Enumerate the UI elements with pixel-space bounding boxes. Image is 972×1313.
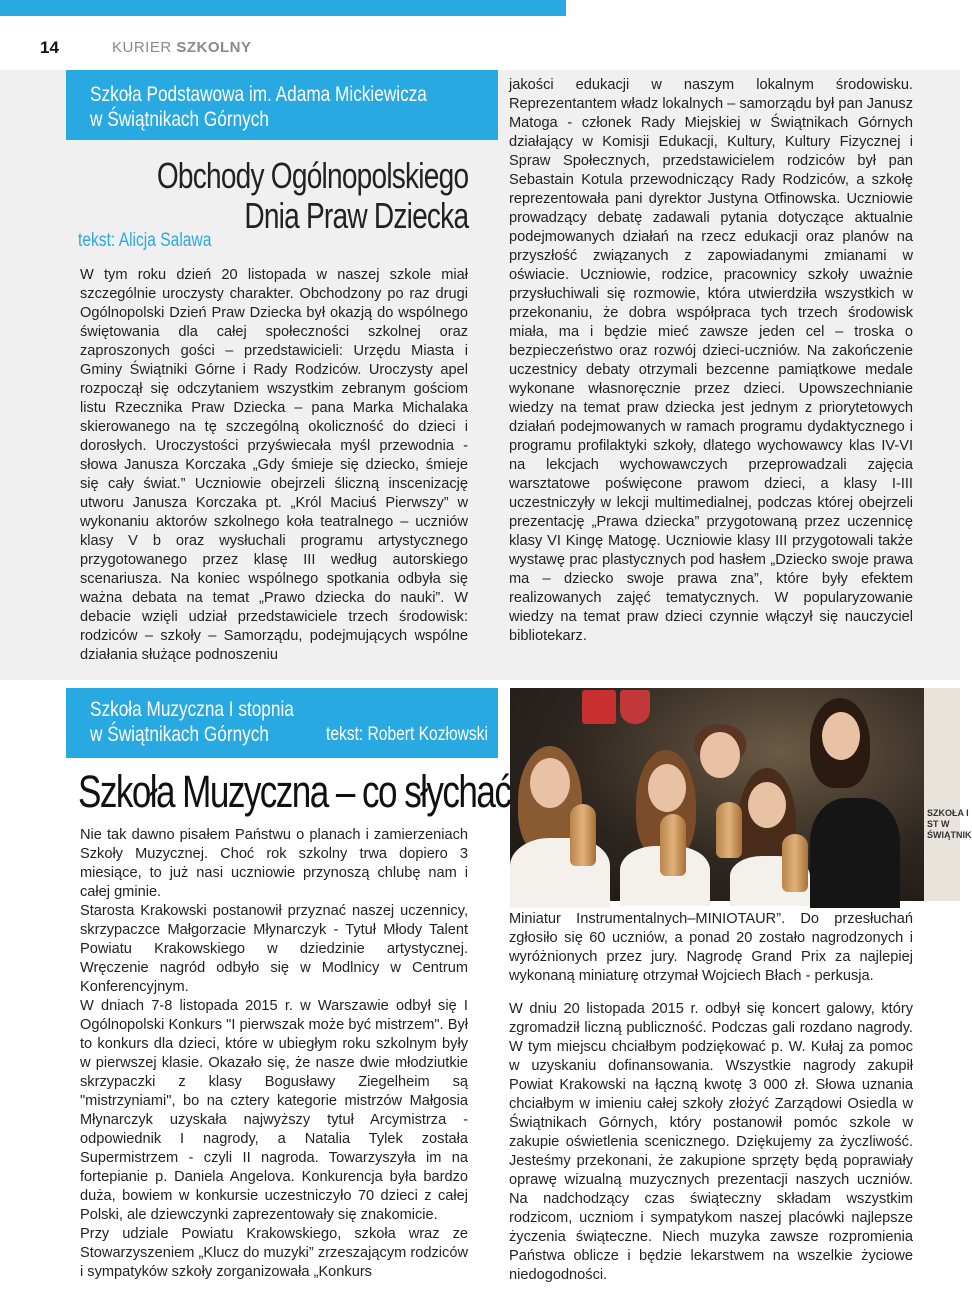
article2-paragraph: W dniach 7-8 listopada 2015 r. w Warszawie odbył się I Ogólnopolski Konkurs "I pierwszak może być mistrzem". Był to konkurs dla dzieci, które w ubiegłym roku szkolnym były w pierwszej klasie. Okazało się, że nasze dwie młodziutkie skrzypaczki z klasy Bogusławy Ziegelheim są "mistrzyniami", bo na cztery kategorie mistrzów Małgosia Młynarczyk uzyskała najwyższy tytuł Arcymistrza - odpowiednik I nagrody, a Natalia Tylek została Supermistrzem - czyli II nagroda. Towarzyszyła im na fortepianie p. Daniela Angelova. Konkurencja była bardzo duża, bowiem w konkursie uczestniczyło 70 dzieci z całej Polski, ale dziewczynki zaprezentowały się znakomicie. <box>80 998 468 1223</box>
shirt <box>810 798 900 908</box>
award-photo <box>510 688 972 901</box>
article2-author: tekst: Robert Kozłowski <box>326 724 488 745</box>
masthead-bold: SZKOLNY <box>176 39 252 56</box>
face <box>648 764 686 812</box>
coat-of-arms-icon <box>582 690 616 724</box>
article2-paragraph: Miniatur Instrumentalnych–MINIOTAUR”. Do przesłuchań zgłosiło się 60 uczniów, a ponad 20 zostało nagrodzonych i wyróżnionych przez jury. Nagrodę Grand Prix za najlepiej wykonaną miniaturę otrzymał Wojciech Błach - perkusja. <box>509 911 913 984</box>
article1-author: tekst: Alicja Salawa <box>78 230 212 251</box>
trophy-icon <box>570 804 596 866</box>
page-number: 14 <box>40 38 59 57</box>
face <box>822 712 860 760</box>
article1-title-line1: Obchody Ogólnopolskiego <box>156 155 468 196</box>
school-banner <box>924 688 972 901</box>
article1-column1: W tym roku dzień 20 listopada w naszej szkole miał szczególnie uroczysty charakter. Obchodzony po raz drugi Ogólnopolski Dzień Praw Dziecka był okazją do wspólnego świętowania dla całej społeczności szkolnej oraz zaproszonych gości – przedstawicieli: Urzędu Miasta i Gminy Świątniki Górne i Rady Rodziców. Uroczysty apel rozpoczął się odczytaniem wszystkim zebranym gościom listu Rzecznika Praw Dziecka – pana Marka Michalaka skierowanego na tę szczególną okoliczność do dzieci i dorosłych. Uroczystości przyświecała myśl przewodnia - słowa Janusza Korczaka „Gdy śmieje się dziecko, śmieje się cały świat.” Uczniowie obejrzeli śliczną inscenizację utworu Janusza Korczaka pt. „Król Maciuś Pierwszy” w wykonaniu aktorów szkolnego koła teatralnego – uczniów klasy V b oraz wysłuchali programu artystycznego przygotowanego przez klasę III według autorskiego scenariusza. Na koniec wspólnego spotkania odbyła się ważna debata na temat „Prawo dziecka do nauki”. W debacie wzięli udział przedstawiciele trzech środowisk: rodziców – szkoły – Samorządu, podejmujących wspólne działania służące podnoszeniu <box>80 267 468 663</box>
article2-paragraph: Nie tak dawno pisałem Państwu o planach i zamierzeniach Szkoły Muzycznej. Choć rok szkolny trwa dopiero 3 miesiące, to już nasi uczniowie przynoszą chlubę nam i całej gminie. <box>80 827 468 900</box>
trophy-icon <box>782 834 808 892</box>
article1-column2: jakości edukacji w naszym lokalnym środowisku. Reprezentantem władz lokalnych – samorządu był pan Janusz Matoga - członek Rady Miejskiej w Świątnikach Górnych działający w Komisji Edukacji, Kultury, Kultury Fizycznej i Spraw Społecznych, przedstawicielem rodziców był pan Sebastain Kotula przewodniczący Rady Rodziców, a szkołę reprezentowała pani dyrektor Justyna Otfinowska. Uczniowie prowadzący debatę zadawali pytania dotyczące aktualnie podejmowanych działań na rzecz edukacji oraz planów na przyszłość związanych z zapowiadanymi zmianami w oświacie. Uczniowie, rodzice, pracownicy szkoły uważnie przysłuchiwali się rozmowie, która utwierdziła wszystkich w przekonaniu, że dobra współpraca tych trzech środowisk miała, ma i będzie mieć zawsze jeden cel – troska o bezpieczeństwo oraz rozwój dzieci-uczniów. Na zakończenie uczestnicy debaty otrzymali bezcenne pamiątkowe medale wykonane własnoręcznie przez dzieci. Upowszechnianie wiedzy na temat praw dziecka jest jednym z priorytetowych działań podejmowanych w ramach programu dydaktycznego i programu profilaktyki szkoły, dlatego wychowawcy klas IV-VI na lekcjach wychowawczych przeprowadzali zajęcia warsztatowe poświęcone prawom dzieci, a klasy I-III uczestniczyły w lekcji multimedialnej, podczas której obejrzeli prezentację „Prawa dziecka” przygotowaną przez uczennicę klasy VI Kingę Matogę. Uczniowie klasy III przygotowali także wystawę prac plastycznych pod hasłem „Dziecko swoje prawa ma – dziecko swoje prawa zna”, które były efektem realizowanych zajęć tematycznych. W popularyzowanie wiedzy na temat praw dzieci czynnie włączył się nauczyciel bibliotekarz. <box>509 77 913 644</box>
banner-text: SZKOŁA I ST W ŚWIĄTNIK <box>927 808 972 840</box>
article1-title <box>157 156 468 236</box>
article2-title: Szkoła Muzyczna – co słychać <box>78 766 511 817</box>
article1-school-line2: w Świątnikach Górnych <box>90 108 269 131</box>
masthead <box>112 39 252 56</box>
shield-icon <box>620 690 650 724</box>
masthead-light: KURIER <box>112 39 177 56</box>
trophy-icon <box>716 802 742 858</box>
article2-column1 <box>80 826 468 1282</box>
face <box>530 758 570 808</box>
article1-school-line1: Szkoła Podstawowa im. Adama Mickiewicza <box>90 83 427 106</box>
article2-column2 <box>509 910 913 1299</box>
article1-school-name <box>90 82 427 132</box>
face <box>700 732 740 778</box>
article2-school-line1: Szkoła Muzyczna I stopnia <box>90 698 294 721</box>
top-accent-bar <box>0 0 566 16</box>
trophy-icon <box>660 814 686 876</box>
article2-school-name <box>90 697 294 747</box>
face <box>748 782 786 828</box>
article2-paragraph: Przy udziale Powiatu Krakowskiego, szkoła wraz ze Stowarzyszeniem „Klucz do muzyki” zrzeszającym rodziców i sympatyków szkoły zorganizowała „Konkurs <box>80 1226 468 1280</box>
article2-paragraph: W dniu 20 listopada 2015 r. odbył się koncert galowy, który zgromadził liczną publiczność. Podczas gali rozdano nagrody. W tym miejscu chciałbym podziękować p. W. Kułaj za pomoc w uzyskaniu dofinansowania. Wszystkie nagrody zakupił Powiat Krakowski na łączną kwotę 3 000 zł. Słowa uznania chciałbym w imieniu całej szkoły złożyć Zarządowi Osiedla w Świątnikach Górnych, który postanowił pomóc szkole w zakupie oświetlenia scenicznego. Dziękujemy za życzliwość. Jesteśmy przekonani, że zakupione sprzęty będą poprawiały oprawę wizualną muzycznych prezentacji naszych uczniów. Na nadchodzący czas świąteczny składam wszystkim rodzicom, uczniom i sympatykom naszej placówki najlepsze życzenia świąteczne. Niech muzyka zawsze rozpromienia Państwa oblicze i będzie lekarstwem na wszelkie życiowe niedogodności. <box>509 1001 913 1283</box>
article2-paragraph: Starosta Krakowski postanowił przyznać naszej uczennicy, skrzypaczce Małgorzacie Młynarczyk - Tytuł Młody Talent Powiatu Krakowskiego w dziedzinie artystycznej. Wręczenie nagród odbyło się w Modlnicy w Centrum Konferencyjnym. <box>80 903 468 995</box>
article2-school-line2: w Świątnikach Górnych <box>90 723 269 746</box>
article1-title-line2: Dnia Praw Dziecka <box>244 195 468 236</box>
